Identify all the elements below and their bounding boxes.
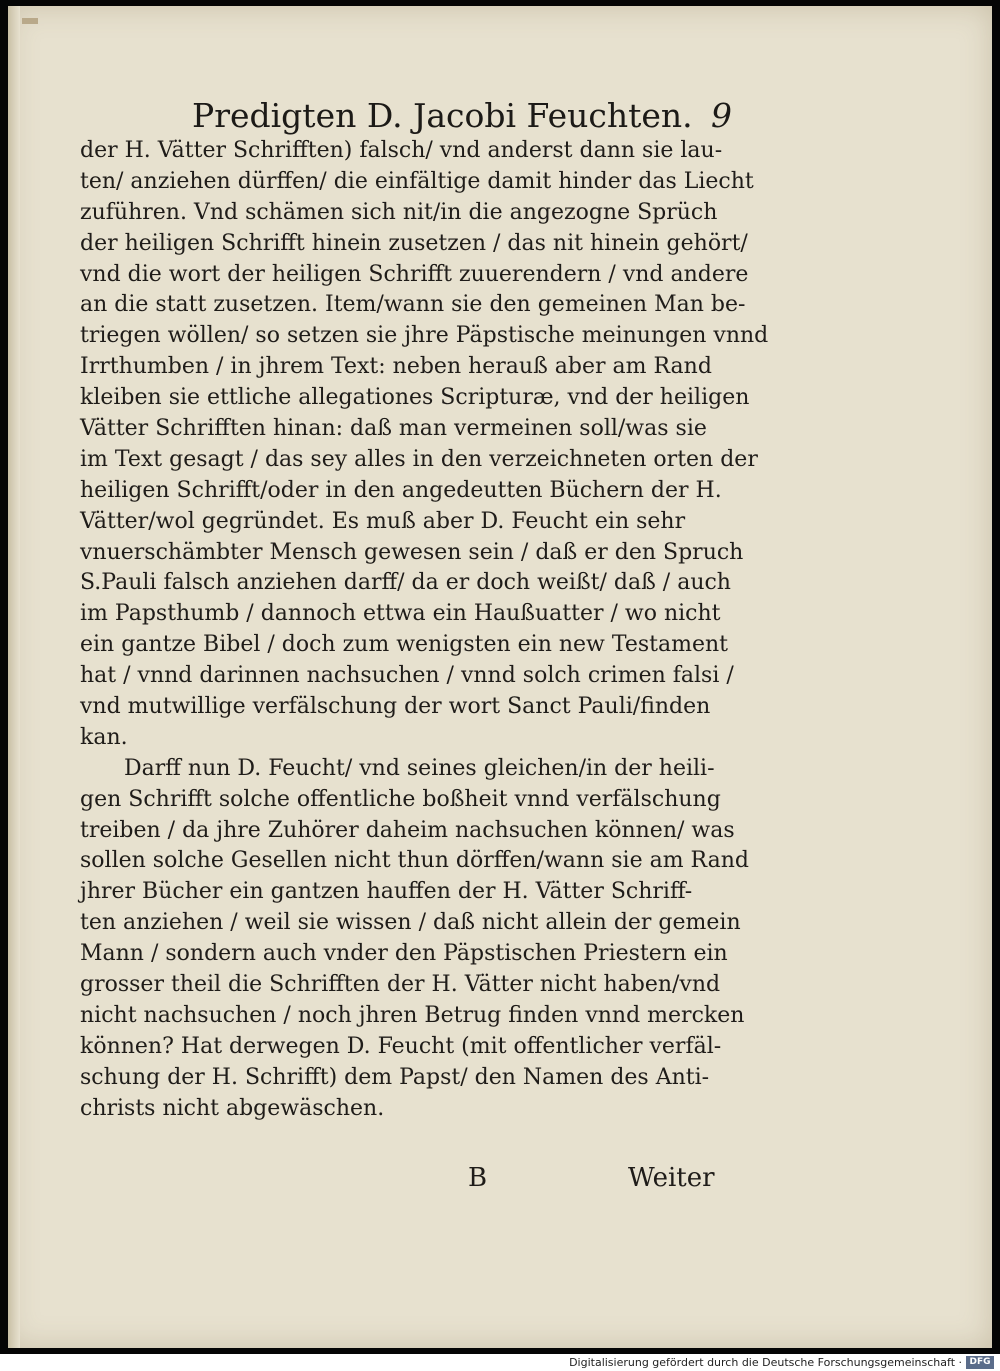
text-line: heiligen Schrifft/oder in den angedeutten Büchern der H. xyxy=(80,477,722,503)
signature-mark: B xyxy=(468,1163,488,1193)
text-line: Darff nun D. Feucht/ vnd seines gleichen/in der heili- xyxy=(124,755,715,781)
text-line: Mann / sondern auch vnder den Päpstischen Priestern ein xyxy=(80,941,728,967)
page-number: 9 xyxy=(711,96,732,135)
text-line: ten anziehen / weil sie wissen / daß nicht allein der gemein xyxy=(80,910,741,936)
text-line: ten/ anziehen dürffen/ die einfältige damit hinder das Liecht xyxy=(80,168,754,194)
text-line: schung der H. Schrifft) dem Papst/ den Namen des Anti- xyxy=(80,1064,710,1090)
text-line: an die statt zusetzen. Item/wann sie den gemeinen Man be- xyxy=(80,292,746,318)
text-line: triegen wöllen/ so setzen sie jhre Päpstische meinungen vnnd xyxy=(80,323,769,349)
page-header xyxy=(192,92,732,140)
text-line: kan. xyxy=(80,724,128,750)
text-line: ein gantze Bibel / doch zum wenigsten ein new Testament xyxy=(80,632,729,658)
text-line: zuführen. Vnd schämen sich nit/in die angezogne Sprüch xyxy=(80,199,718,225)
text-line: grosser theil die Schrifften der H. Vätter nicht haben/vnd xyxy=(80,972,721,998)
text-line: gen Schrifft solche offentliche boßheit vnnd verfälschung xyxy=(80,786,721,812)
text-line: S.Pauli falsch anziehen darff/ da er doch weißt/ daß / auch xyxy=(80,570,731,596)
text-line: der H. Vätter Schrifften) falsch/ vnd anderst dann sie lau- xyxy=(80,138,723,163)
text-line: Vätter Schrifften hinan: daß man vermeinen soll/was sie xyxy=(80,416,707,442)
catchword: Weiter xyxy=(628,1163,715,1193)
body-text xyxy=(80,136,769,1125)
text-line: hat / vnnd darinnen nachsuchen / vnnd solch crimen falsi / xyxy=(80,663,734,689)
page-footer xyxy=(80,1158,720,1198)
text-line: vnd die wort der heiligen Schrifft zuuerendern / vnd andere xyxy=(80,261,749,287)
text-line: können? Hat derwegen D. Feucht (mit offentlicher verfäl- xyxy=(80,1033,722,1059)
text-line: im Text gesagt / das sey alles in den verzeichneten orten der xyxy=(80,446,758,472)
text-line: christs nicht abgewäschen. xyxy=(80,1095,385,1121)
page-gutter-shadow xyxy=(8,6,20,1348)
text-line: nicht nachsuchen / noch jhren Betrug finden vnnd mercken xyxy=(80,1002,745,1028)
text-line: vnuerschämbter Mensch gewesen sein / daß er den Spruch xyxy=(80,539,744,565)
text-line: treiben / da jhre Zuhörer daheim nachsuchen können/ was xyxy=(80,817,735,843)
running-title: Predigten D. Jacobi Feuchten. xyxy=(192,96,693,135)
credit-text: Digitalisierung gefördert durch die Deutsche Forschungsgemeinschaft · xyxy=(569,1356,962,1369)
text-line: sollen solche Gesellen nicht thun dörffen/wann sie am Rand xyxy=(80,848,749,874)
credit-bar xyxy=(0,1354,1000,1371)
text-line: kleiben sie ettliche allegationes Scripturæ, vnd der heiligen xyxy=(80,385,750,411)
dfg-logo-icon: DFG xyxy=(966,1356,994,1369)
text-line: im Papsthumb / dannoch ettwa ein Haußuatter / wo nicht xyxy=(80,601,721,627)
text-line: jhrer Bücher ein gantzen hauffen der H. Vätter Schriff- xyxy=(80,879,693,905)
text-line: Irrthumben / in jhrem Text: neben herauß aber am Rand xyxy=(80,354,712,380)
text-line: der heiligen Schrifft hinein zusetzen / das nit hinein gehört/ xyxy=(80,230,748,256)
paper-stain xyxy=(22,18,38,24)
text-line: Vätter/wol gegründet. Es muß aber D. Feucht ein sehr xyxy=(80,508,686,534)
text-line: vnd mutwillige verfälschung der wort Sanct Pauli/finden xyxy=(80,694,711,720)
